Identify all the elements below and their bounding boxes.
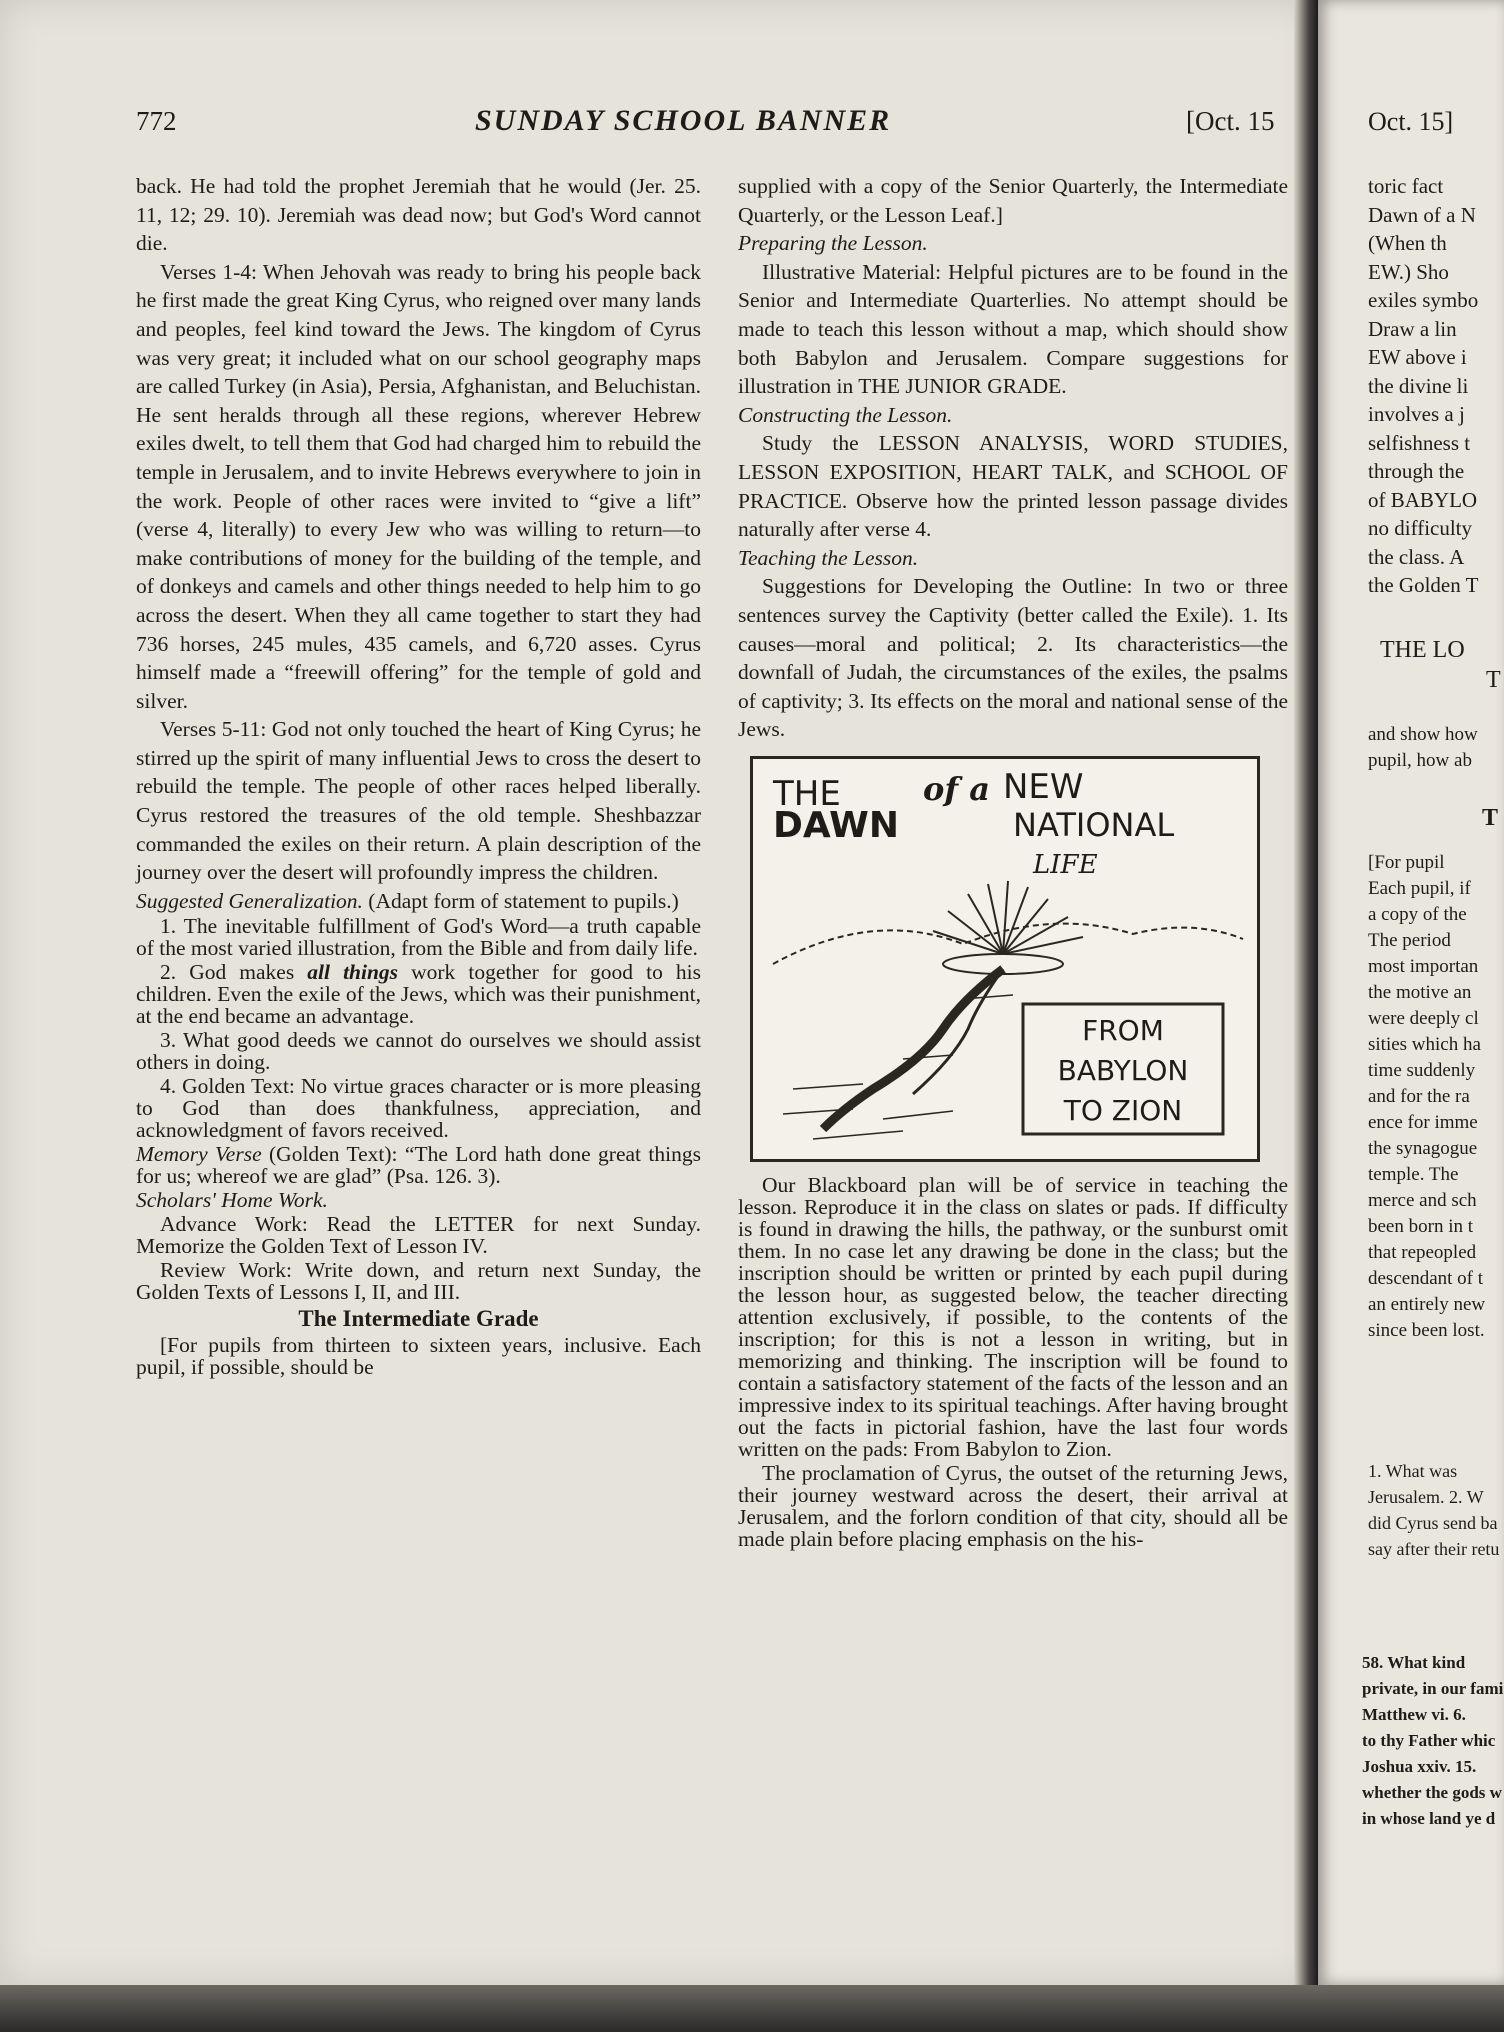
next-page-block-3 <box>1368 850 1485 1344</box>
list-item: Advance Work: Read the LETTER for next Sunday. Memorize the Golden Text of Lesson IV. <box>136 1212 701 1259</box>
section-title: The Intermediate Grade <box>298 1306 539 1332</box>
text-line: The period <box>1368 930 1451 951</box>
text-line: ence for imme <box>1368 1112 1478 1133</box>
text-line: since been lost. <box>1368 1320 1485 1341</box>
text-line: the synagogue <box>1368 1138 1478 1159</box>
next-page-heading-2: T <box>1486 667 1501 693</box>
text-line: 1. What was <box>1368 1461 1458 1481</box>
text-line: (When th <box>1368 231 1447 255</box>
text-line: of BABYLO <box>1368 487 1478 512</box>
list-item <box>136 961 701 1027</box>
sign-line-babylon: BABYLON <box>1057 1053 1189 1087</box>
text-line: Jerusalem. 2. W <box>1368 1487 1484 1507</box>
text-line: and for the ra <box>1368 1086 1470 1107</box>
text-line: [For pupil <box>1368 852 1445 873</box>
generalization-list <box>136 915 701 1303</box>
paragraph: supplied with a copy of the Senior Quarterly, the Intermediate Quarterly, or the Lesson Leaf.] <box>738 174 1288 227</box>
paragraph: [For pupils from thirteen to sixteen years, inclusive. Each pupil, if possible, should be <box>136 1333 701 1380</box>
text-line: Joshua xxiv. 15. <box>1362 1757 1477 1776</box>
generalization-note: (Adapt form of statement to pupils.) <box>362 888 679 913</box>
list-item: 4. Golden Text: No virtue graces character or is more pleasing to God than does thankfulness, appreciation, and acknowledgment of favors received. <box>136 1074 701 1143</box>
text-line: Matthew vi. 6. <box>1362 1705 1466 1724</box>
memory-verse-label: Memory Verse <box>136 1142 262 1167</box>
bb-title-of-a: of a <box>923 769 990 808</box>
list-item-text: 2. God makes <box>160 960 308 985</box>
page-number: 772 <box>136 106 177 136</box>
left-column <box>136 172 701 1378</box>
emphasis: all things <box>307 960 399 985</box>
text-line: the motive an <box>1368 982 1472 1003</box>
text-line: selfishness t <box>1368 430 1471 455</box>
home-work-title: Scholars' Home Work. <box>136 1188 328 1213</box>
paragraph: Our Blackboard plan will be of service in teaching the lesson. Reproduce it in the class on slates or pads. If difficulty is found in drawing the hills, the pathway, or the sunburst omit them. In no case let any drawing be done in the class; but the inscription should be written or printed by each pupil during the lesson hour, as suggested below, the teacher directing attention exclusively, if possible, to the contents of the inscription; for this is not a lesson in writing, but in memorizing and thinking. The inscription will be found to contain a satisfactory statement of the facts of the lesson and an impressive index to its spiritual teachings. After having brought out the facts in pictorial fashion, have the last four words written on the pads: From Babylon to Zion. <box>738 1172 1288 1461</box>
text-line: through the <box>1368 459 1465 483</box>
blackboard-illustration <box>750 756 1260 1162</box>
sign-line-from: FROM <box>1082 1013 1164 1047</box>
paragraph: back. He had told the prophet Jeremiah that he would (Jer. 25. 11, 12; 29. 10). Jeremiah was dead now; but God's Word cannot die. <box>136 174 701 256</box>
text-line: descendant of t <box>1368 1268 1484 1289</box>
text-line: EW.) Sho <box>1368 259 1449 284</box>
sunburst-icon <box>933 881 1083 954</box>
memory-verse-text: (Golden Text): “The Lord hath done great things for us; whereof we are glad” (Psa. 126. 3). <box>136 1142 701 1189</box>
text-line: a copy of the <box>1368 904 1467 925</box>
paragraph: Study the LESSON ANALYSIS, WORD STUDIES, LESSON EXPOSITION, HEART TALK, and SCHOOL OF PRACTICE. Observe how the printed lesson passage divides naturally after verse 4. <box>738 431 1288 542</box>
text-line: in whose land ye d <box>1362 1809 1496 1828</box>
text-line: time suddenly <box>1368 1060 1476 1081</box>
next-page-catechism <box>1362 1650 1503 1832</box>
paragraph: Illustrative Material: Helpful pictures are to be found in the Senior and Intermediate Quarterlies. No attempt should be made to teach this lesson without a map, which should show both Babylon and Jerusalem. Compare suggestions for illustration in THE JUNIOR GRADE. <box>738 259 1288 399</box>
bb-title-life: LIFE <box>1033 849 1098 880</box>
text-line: toric fact <box>1368 174 1444 198</box>
right-column <box>738 172 1288 1552</box>
next-page-block-2 <box>1368 722 1478 774</box>
text-line: no difficulty <box>1368 516 1473 540</box>
paragraph: Verses 1-4: When Jehovah was ready to bring his people back he first made the great King Cyrus, who reigned over many lands and peoples, feel kind toward the Jews. The kingdom of Cyrus was very great; it included what on our school geography maps are called Turkey (in Asia), Persia, Afghanistan, and Beluchistan. He sent heralds through all these regions, wherever Hebrew exiles dwelt, to tell them that God had charged him to rebuild the temple in Jerusalem, and to invite Hebrews everywhere to join in the work. People of other races were invited to “give a lift” (verse 4, literally) to every Jew who was willing to return—to make contributions of money for the building of the temple, and of donkeys and camels and other things needed to help him to go across the desert. When they all came together to start they had 736 horses, 245 mules, 435 camels, and 6,720 asses. Cyrus himself made a “freewill offering” for the temple of gold and silver. <box>136 259 701 713</box>
text-line: EW above i <box>1368 345 1467 369</box>
text-line: involves a j <box>1368 402 1465 426</box>
text-line: private, in our fami <box>1362 1679 1504 1698</box>
paragraph: The proclamation of Cyrus, the outset of the returning Jews, their journey westward across the desert, their arrival at Jerusalem, and the forlorn condition of that city, should all be made plain before placing emphasis on the his- <box>738 1460 1288 1551</box>
blackboard-notes <box>738 1174 1288 1550</box>
text-line: pupil, how ab <box>1368 750 1472 771</box>
home-work-heading <box>136 1189 701 1211</box>
text-line: and show how <box>1368 724 1478 745</box>
generalization-title: Suggested Generalization. <box>136 888 363 913</box>
text-line: merce and sch <box>1368 1190 1477 1211</box>
text-line: temple. The <box>1368 1164 1459 1185</box>
next-page-heading-3: T <box>1482 805 1499 831</box>
paragraph: Suggestions for Developing the Outline: In two or three sentences survey the Captivity (better called the Exile). 1. Its causes—moral and political; 2. Its characteristics—the downfall of Judah, the circumstances of the exiles, the psalms of captivity; 3. Its effects on the moral and national sense of the Jews. <box>738 574 1288 742</box>
text-line: the class. A <box>1368 544 1465 569</box>
list-item-text: work together for good to his children. Even the exile of the Jews, which was their punishment, at the end became an advantage. <box>136 960 701 1029</box>
text-line: were deeply cl <box>1368 1008 1479 1029</box>
next-page-header: Oct. 15] <box>1368 107 1454 136</box>
text-line: that repeopled <box>1368 1242 1477 1263</box>
text-line: Each pupil, if <box>1368 878 1471 899</box>
text-line: 58. What kind <box>1362 1653 1466 1672</box>
list-item: 3. What good deeds we cannot do ourselves we should assist others in doing. <box>136 1028 701 1075</box>
bb-title-dawn: DAWN <box>773 804 899 846</box>
running-title: SUNDAY SCHOOL BANNER <box>475 104 892 137</box>
subheading-teaching: Teaching the Lesson. <box>738 545 919 570</box>
list-item: Review Work: Write down, and return next Sunday, the Golden Texts of Lessons I, II, and III. <box>136 1258 701 1305</box>
bb-title-new: NEW <box>1003 766 1084 807</box>
text-line: been born in t <box>1368 1216 1474 1237</box>
next-page-edge <box>1318 0 1504 1985</box>
bb-title-the: THE <box>773 773 841 814</box>
next-page-questions <box>1368 1458 1499 1562</box>
sign-line-to-zion: TO ZION <box>1063 1093 1183 1127</box>
text-line: the divine li <box>1368 373 1469 398</box>
subheading-preparing: Preparing the Lesson. <box>738 231 928 256</box>
sign-text <box>1025 1011 1221 1131</box>
book-gutter <box>1294 0 1318 1985</box>
text-line: Draw a lin <box>1368 316 1457 341</box>
bb-title-national: NATIONAL <box>1013 805 1175 844</box>
memory-verse <box>136 1143 701 1187</box>
paragraph: Verses 5-11: God not only touched the heart of King Cyrus; he stirred up the spirit of many influential Jews to cross the desert to rebuild the temple. The people of other races helped liberally. Cyrus restored the treasures of the old temple. Sheshbazzar commanded the exiles on their return. A plain description of the journey over the desert will profoundly impress the children. <box>136 717 701 885</box>
text-line: Dawn of a N <box>1368 202 1476 227</box>
generalization-heading <box>136 887 701 916</box>
text-line: whether the gods w <box>1362 1783 1502 1802</box>
text-line: say after their retu <box>1368 1539 1500 1559</box>
scan-bottom-edge <box>0 1985 1504 2032</box>
next-page-block-1 <box>1368 172 1478 600</box>
text-line: did Cyrus send ba <box>1368 1513 1498 1533</box>
running-date: [Oct. 15 <box>1186 106 1275 136</box>
next-page-heading: THE LO <box>1380 637 1465 663</box>
list-item: 1. The inevitable fulfillment of God's Word—a truth capable of the most varied illustration, from the Bible and from daily life. <box>136 914 701 961</box>
subheading-constructing: Constructing the Lesson. <box>738 402 953 427</box>
text-line: the Golden T <box>1368 573 1479 597</box>
text-line: an entirely new <box>1368 1294 1486 1315</box>
text-line: most importan <box>1368 956 1479 977</box>
text-line: sities which ha <box>1368 1034 1481 1055</box>
text-line: to thy Father whic <box>1362 1731 1496 1750</box>
text-line: exiles symbo <box>1368 288 1479 312</box>
